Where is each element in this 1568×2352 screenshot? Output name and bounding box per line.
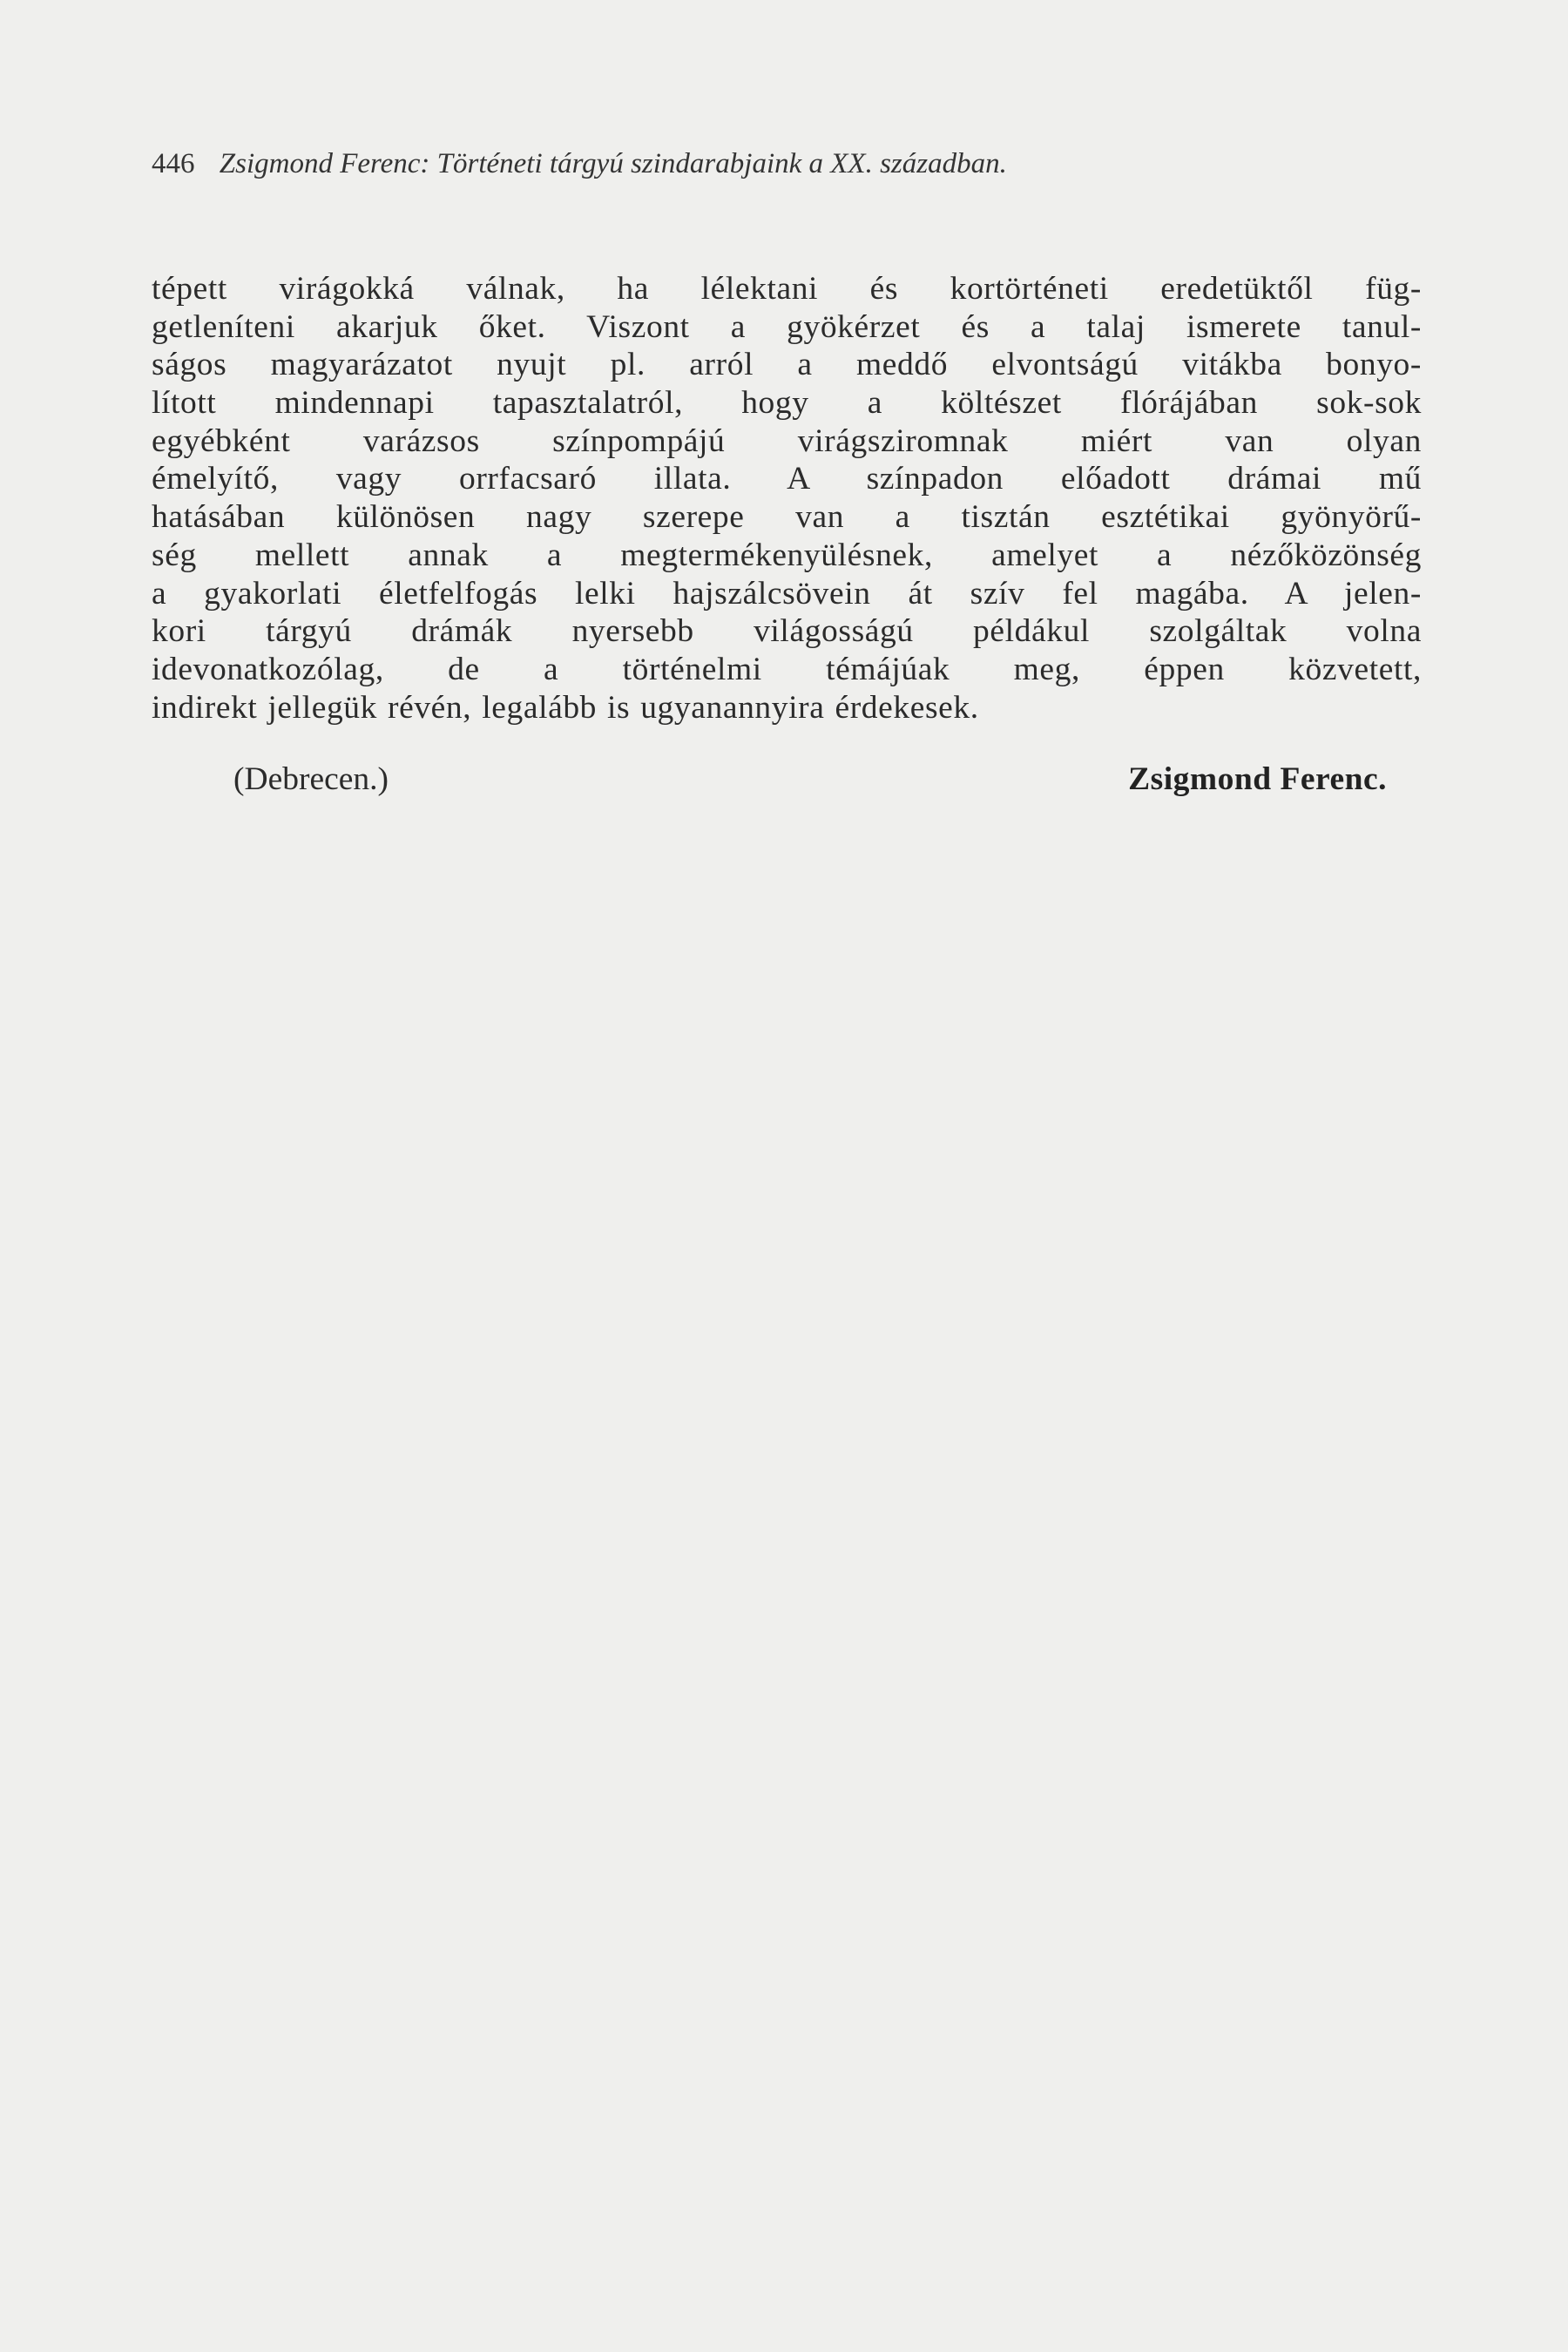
page-number: 446 bbox=[152, 148, 195, 179]
signature-author: Zsigmond Ferenc. bbox=[1128, 761, 1387, 797]
text-line: a gyakorlati életfelfogás lelki hajszálcsövein át szív fel magába. A jelen- bbox=[152, 575, 1422, 612]
body-paragraph bbox=[152, 270, 1422, 727]
running-header bbox=[152, 146, 1432, 181]
text-line: tépett virágokká válnak, ha lélektani és kortörténeti eredetüktől füg- bbox=[152, 271, 1422, 307]
text-line: idevonatkozólag, de a történelmi témájúak meg, éppen közvetett, bbox=[152, 651, 1422, 687]
text-line: émelyítő, vagy orrfacsaró illata. A színpadon előadott drámai mű bbox=[152, 461, 1422, 497]
text-line: kori tárgyú drámák nyersebb világosságú példákul szolgáltak volna bbox=[152, 613, 1422, 650]
signature-block bbox=[152, 758, 1422, 801]
text-line: ságos magyarázatot nyujt pl. arról a meddő elvontságú vitákba bonyo- bbox=[152, 347, 1422, 383]
text-line: ség mellett annak a megtermékenyülésnek, amelyet a nézőközönség bbox=[152, 537, 1422, 573]
text-line: lított mindennapi tapasztalatról, hogy a költészet flórájában sok-sok bbox=[152, 385, 1422, 422]
running-title: Zsigmond Ferenc: Történeti tárgyú szindarabjaink a XX. században. bbox=[219, 148, 1007, 179]
text-line: hatásában különösen nagy szerepe van a tisztán esztétikai gyönyörű- bbox=[152, 499, 1422, 536]
text-line: egyébként varázsos színpompájú virágsziromnak miért van olyan bbox=[152, 422, 1422, 459]
text-line: getleníteni akarjuk őket. Viszont a gyökérzet és a talaj ismerete tanul- bbox=[152, 308, 1422, 345]
text-line-last: indirekt jellegük révén, legalább is ugyanannyira érdekesek. bbox=[152, 689, 979, 726]
signature-place: (Debrecen.) bbox=[233, 761, 389, 797]
